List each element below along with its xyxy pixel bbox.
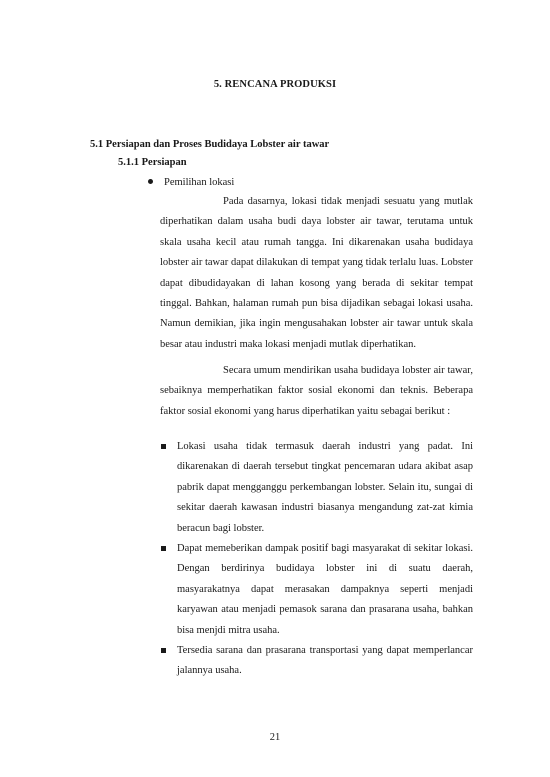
- list-item: [160, 539, 473, 641]
- paragraph-location-intro: Pada dasarnya, lokasi tidak menjadi sesuatu yang mutlak diperhatikan dalam usaha budi daya lobster air tawar, terutama untuk skala usaha kecil atau rumah tangga. Ini dikarenakan usaha budidaya lobster air tawar dapat dilakukan di tempat yang tidak terlalu luas. Lobster dapat dibudidayakan di lahan kosong yang berada di sekitar tempat tinggal. Bahkan, halaman rumah pun bisa dijadikan sebagai lokasi usaha. Namun demikian, jika ingin mengusahakan lobster air tawar untuk skala besar atau industri maka lokasi menjadi mutlak diperhatikan.: [160, 196, 473, 350]
- section-heading: 5.1 Persiapan dan Proses Budidaya Lobster air tawar: [90, 139, 330, 150]
- bullet-label: Pemilihan lokasi: [164, 177, 235, 188]
- factor-list: [160, 437, 473, 682]
- subsection-heading: 5.1.1 Persiapan: [118, 157, 187, 168]
- page-number: 21: [269, 732, 281, 743]
- square-bullet-icon: [161, 444, 166, 449]
- bullet-item-location: [148, 177, 234, 188]
- list-item-text: Lokasi usaha tidak termasuk daerah industri yang padat. Ini dikarenakan di daerah tersebut tingkat pencemaran udara akibat asap pabrik dapat mengganggu perkembangan lobster. Selain itu, sungai di sekitar daerah kawasan industri biasanya mengandung zat-zat kimia beracun bagi lobster.: [177, 441, 473, 534]
- paragraph-socioeconomic-factors: Secara umum mendirikan usaha budidaya lobster air tawar, sebaiknya memperhatikan faktor sosial ekonomi dan teknis. Beberapa faktor sosial ekonomi yang harus diperhatikan yaitu sebagai berikut :: [160, 365, 473, 417]
- square-bullet-icon: [161, 648, 166, 653]
- square-bullet-icon: [161, 546, 166, 551]
- bullet-dot-icon: [148, 179, 153, 184]
- chapter-title: 5. RENCANA PRODUKSI: [213, 79, 337, 90]
- list-item: [160, 437, 473, 539]
- list-item: [160, 641, 473, 682]
- list-item-text: Dapat memeberikan dampak positif bagi masyarakat di sekitar lokasi. Dengan berdirinya budidaya lobster ini di suatu daerah, masyarakatnya dapat merasakan dampaknya seperti menjadi karyawan atau menjadi pemasok sarana dan prasarana usaha, bahkan bisa menjdi mitra usaha.: [177, 543, 473, 636]
- list-item-text: Tersedia sarana dan prasarana transportasi yang dapat memperlancar jalannya usaha.: [177, 645, 473, 677]
